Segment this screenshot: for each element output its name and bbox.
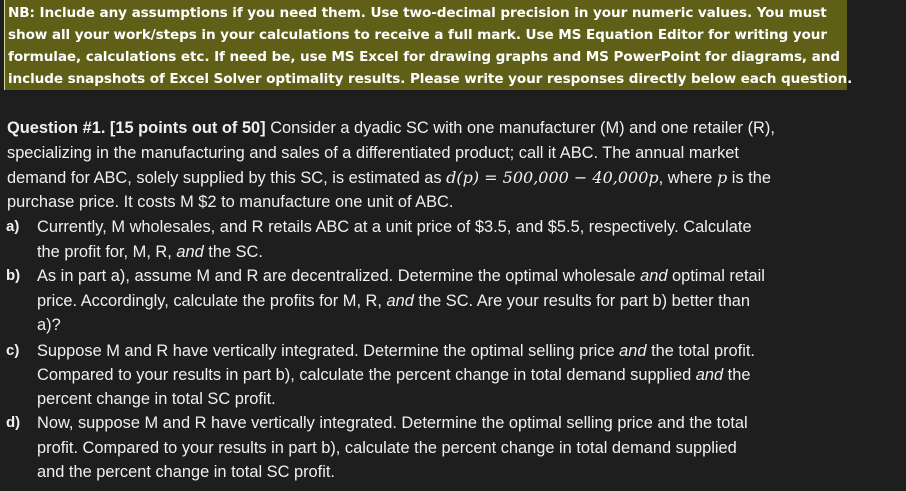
question-line-4: purchase price. It costs M $2 to manufacture one unit of ABC. (7, 193, 454, 211)
price-variable: p (716, 168, 728, 187)
nb-note-line-4: include snapshots of Excel Solver optimality results. Please write your responses directly below each question. (8, 71, 853, 87)
question-line-3 (7, 166, 771, 190)
demand-equation: d(p) = 500,000 − 40,000p (446, 168, 659, 187)
question-line-3-text-b: , where (658, 169, 717, 187)
item-a-line-2-text-a: the profit for, M, R, (37, 243, 177, 261)
item-c-and-emphasis-1: and (619, 342, 647, 360)
item-b-line-3: a)? (37, 316, 61, 334)
item-c-and-emphasis-2: and (695, 366, 724, 384)
item-c-line-1 (37, 339, 755, 363)
item-b-line-1 (37, 264, 765, 288)
question-line-2: specializing in the manufacturing and sales of a differentiated product; call it ABC. The annual market (7, 144, 739, 162)
item-c-line-3: percent change in total SC profit. (37, 390, 276, 408)
item-a-line-2-text-b: the SC. (203, 243, 263, 261)
item-d-line-2: profit. Compared to your results in part b), calculate the percent change in total demand supplied (37, 439, 737, 457)
item-d-line-3: and the percent change in total SC profit. (37, 463, 335, 481)
nb-note-line-1: NB: Include any assumptions if you need them. Use two-decimal precision in your numeric values. You must (8, 5, 827, 21)
item-d-label: d) (6, 414, 21, 431)
item-c-label: c) (6, 342, 20, 359)
question-heading: Question #1. [15 points out of 50] (7, 119, 266, 137)
item-b-line-1-text-b: optimal retail (667, 267, 765, 285)
item-b-and-emphasis-2: and (386, 292, 414, 310)
item-b-line-1-text-a: As in part a), assume M and R are decentralized. Determine the optimal wholesale (37, 267, 641, 285)
item-c-line-1-text-a: Suppose M and R have vertically integrated. Determine the optimal selling price (37, 342, 620, 360)
nb-note-line-2: show all your work/steps in your calculations to receive a full mark. Use MS Equation Editor for writing your (8, 27, 827, 43)
item-c-line-2-text-a: Compared to your results in part b), calculate the percent change in total demand supplied (37, 366, 696, 384)
question-line-3-text-c: is the (727, 169, 771, 187)
item-c-line-1-text-b: the total profit. (646, 342, 755, 360)
item-a-and-emphasis: and (176, 243, 204, 261)
item-b-line-2-text-a: price. Accordingly, calculate the profits for M, R, (37, 292, 387, 310)
item-b-label: b) (6, 267, 21, 284)
question-line-3-text-a: demand for ABC, solely supplied by this SC, is estimated as (7, 169, 447, 187)
item-a-label: a) (6, 218, 20, 235)
item-d-line-1: Now, suppose M and R have vertically integrated. Determine the optimal selling price and the total (37, 414, 748, 432)
item-a-line-1: Currently, M wholesales, and R retails ABC at a unit price of $3.5, and $5.5, respectively. Calculate (37, 218, 752, 236)
item-c-line-2-text-b: the (723, 366, 751, 384)
question-line-1-text: Consider a dyadic SC with one manufacturer (M) and one retailer (R), (265, 119, 775, 137)
item-a-line-2 (37, 240, 263, 264)
item-b-and-emphasis-1: and (640, 267, 668, 285)
question-line-1 (7, 116, 775, 140)
item-b-line-2 (37, 289, 750, 313)
item-b-line-2-text-b: the SC. Are your results for part b) better than (413, 292, 751, 310)
nb-note-line-3: formulae, calculations etc. If need be, use MS Excel for drawing graphs and MS PowerPoint for diagrams, and (8, 49, 840, 65)
item-c-line-2 (37, 363, 750, 387)
